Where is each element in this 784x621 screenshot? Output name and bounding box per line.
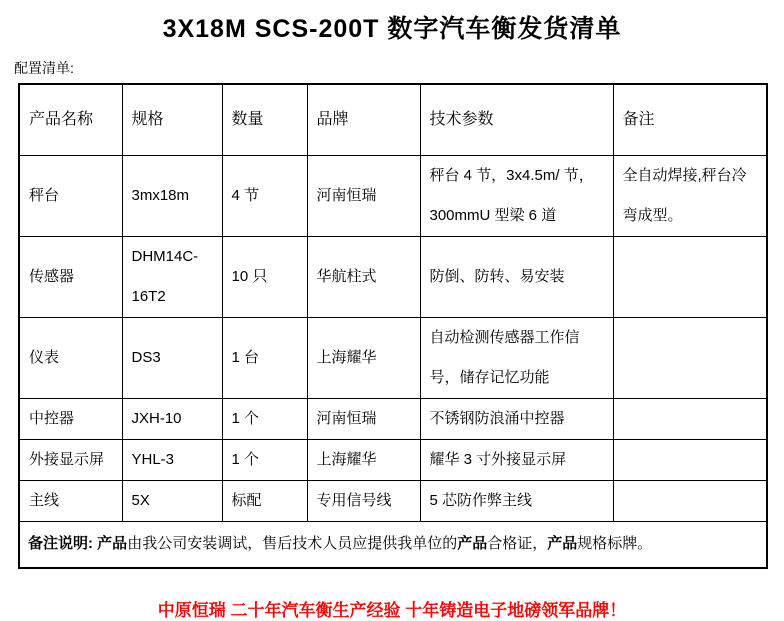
- delivery-spec-table: [18, 83, 768, 569]
- spec-cell: JXH-10: [122, 398, 222, 439]
- header-cell-qty: 数量: [222, 84, 307, 155]
- params-cell: 防倒、防转、易安装: [420, 236, 613, 317]
- table-row-controller: [19, 398, 767, 439]
- header-cell-product-name: 产品名称: [19, 84, 122, 155]
- table-row-external-display: [19, 439, 767, 480]
- header-cell-note: 备注: [613, 84, 767, 155]
- config-list-label: 配置清单:: [14, 60, 74, 76]
- table-row-weighbridge: [19, 155, 767, 236]
- product-name-cell: 秤台: [19, 155, 122, 236]
- product-name-cell: 仪表: [19, 317, 122, 398]
- remark-label: 备注说明:: [28, 535, 98, 553]
- brand-cell: 河南恒瑞: [307, 155, 420, 236]
- brand-cell: 上海耀华: [307, 439, 420, 480]
- product-name-cell: 中控器: [19, 398, 122, 439]
- note-cell: [613, 317, 767, 398]
- qty-cell: 1 个: [222, 398, 307, 439]
- table-header-row: [19, 84, 767, 155]
- spec-cell: DS3: [122, 317, 222, 398]
- params-cell: 5 芯防作弊主线: [420, 480, 613, 521]
- note-cell: [613, 236, 767, 317]
- params-cell: 自动检测传感器工作信号，储存记忆功能: [420, 317, 613, 398]
- table-remark-row: [19, 521, 767, 568]
- remark-text-segment: 合格证，: [487, 535, 548, 553]
- product-name-cell: 传感器: [19, 236, 122, 317]
- note-cell: [613, 439, 767, 480]
- params-cell: 秤台 4 节，3x4.5m/ 节，300mmU 型梁 6 道: [420, 155, 613, 236]
- spec-cell: 3mx18m: [122, 155, 222, 236]
- brand-cell: 上海耀华: [307, 317, 420, 398]
- note-cell: [613, 480, 767, 521]
- table-row-sensor: [19, 236, 767, 317]
- remark-text-segment: 由我公司安装调试，售后技术人员应提供我单位的: [127, 535, 458, 553]
- params-cell: 耀华 3 寸外接显示屏: [420, 439, 613, 480]
- note-cell: 全自动焊接,秤台冷弯成型。: [613, 155, 767, 236]
- spec-cell: 5X: [122, 480, 222, 521]
- product-name-cell: 外接显示屏: [19, 439, 122, 480]
- remark-bold-segment: 产品: [547, 535, 578, 553]
- header-cell-params: 技术参数: [420, 84, 613, 155]
- brand-cell: 专用信号线: [307, 480, 420, 521]
- remark-bold-segment: 产品: [457, 535, 488, 553]
- product-name-cell: 主线: [19, 480, 122, 521]
- footer-slogan: 中原恒瑞 二十年汽车衡生产经验 十年铸造电子地磅领军品牌！: [157, 601, 627, 620]
- qty-cell: 1 个: [222, 439, 307, 480]
- note-cell: [613, 398, 767, 439]
- spec-cell: DHM14C-16T2: [122, 236, 222, 317]
- qty-cell: 4 节: [222, 155, 307, 236]
- header-cell-brand: 品牌: [307, 84, 420, 155]
- remark-text-segment: 规格标牌。: [577, 535, 653, 553]
- qty-cell: 标配: [222, 480, 307, 521]
- qty-cell: 1 台: [222, 317, 307, 398]
- params-cell: 不锈钢防浪涌中控器: [420, 398, 613, 439]
- remark-bold-segment: 产品: [97, 535, 128, 553]
- table-row-main-cable: [19, 480, 767, 521]
- remark-cell: [19, 521, 767, 568]
- qty-cell: 10 只: [222, 236, 307, 317]
- brand-cell: 河南恒瑞: [307, 398, 420, 439]
- brand-cell: 华航柱式: [307, 236, 420, 317]
- spec-cell: YHL-3: [122, 439, 222, 480]
- header-cell-spec: 规格: [122, 84, 222, 155]
- table-row-indicator: [19, 317, 767, 398]
- document-title: 3X18M SCS-200T 数字汽车衡发货清单: [162, 15, 622, 43]
